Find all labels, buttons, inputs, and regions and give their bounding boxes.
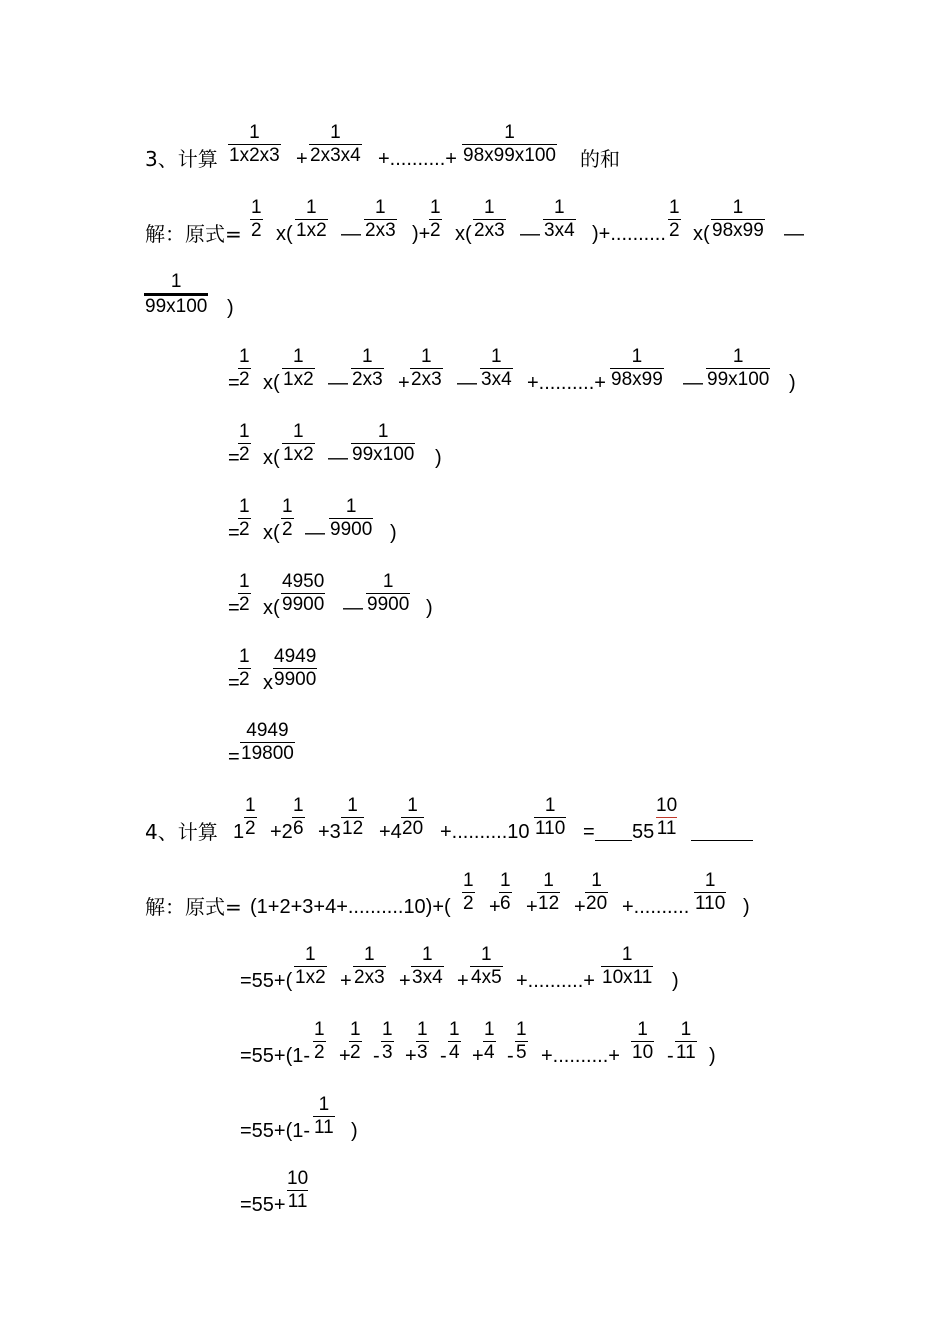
fraction-numerator: 1 (251, 197, 262, 218)
fraction (228, 122, 281, 167)
fraction-numerator: 1 (430, 197, 441, 218)
fraction-numerator: 1 (350, 1019, 361, 1040)
fraction-denominator: 20 (586, 893, 608, 914)
fraction (470, 944, 503, 989)
fraction (499, 870, 512, 915)
math-text: x( (263, 597, 280, 619)
fraction-numerator: 1 (421, 346, 432, 367)
math-text: — (343, 597, 363, 619)
fraction (292, 795, 305, 840)
math-line (0, 1019, 950, 1093)
math-text: +.......... (622, 896, 690, 918)
fraction-denominator: 98x99 (712, 220, 764, 241)
math-line (0, 122, 950, 196)
fraction-numerator: 1 (382, 571, 394, 592)
fraction-numerator: 1 (375, 197, 386, 218)
math-text: — (328, 372, 348, 394)
fraction-numerator: 1 (282, 496, 293, 517)
fraction-numerator: 1 (504, 122, 515, 143)
fraction-denominator: 4x5 (471, 967, 502, 988)
fraction (610, 346, 664, 391)
math-text: — (520, 223, 540, 245)
math-text: = (228, 746, 240, 768)
fraction-numerator: 1 (669, 197, 680, 218)
fraction-numerator: 1 (239, 421, 250, 442)
fraction (534, 795, 566, 840)
fraction-numerator: 1 (484, 1019, 495, 1040)
math-text: x( (263, 447, 280, 469)
fraction (238, 646, 251, 691)
math-line (0, 1168, 950, 1242)
math-line (0, 795, 950, 869)
fraction (448, 1019, 461, 1064)
math-text: )+.......... (592, 223, 666, 245)
math-text: +4 (379, 821, 402, 843)
math-line (0, 421, 950, 495)
fraction (282, 346, 315, 391)
fraction-denominator: 2 (251, 220, 262, 241)
math-text: = (228, 672, 240, 694)
fraction (675, 1019, 697, 1064)
fraction (585, 870, 608, 915)
fraction (480, 346, 513, 391)
math-text: =55+(1- (240, 1045, 311, 1067)
fraction-numerator: 1 (314, 1019, 325, 1040)
fraction (462, 122, 557, 167)
fraction (349, 1019, 362, 1064)
fraction (273, 646, 317, 691)
fraction-numerator: 1 (345, 496, 357, 517)
fraction-numerator: 1 (407, 795, 418, 816)
fraction-denominator: 3x4 (544, 220, 575, 241)
fraction-denominator: 11 (656, 818, 677, 839)
fraction-denominator: 98x99 (611, 369, 663, 390)
fraction-numerator: 1 (364, 944, 375, 965)
math-text: = (228, 372, 240, 394)
fraction (462, 870, 475, 915)
label-text: 3、计算 (145, 147, 218, 171)
fraction-denominator: 12 (538, 893, 560, 914)
math-text: ) (351, 1120, 358, 1142)
fraction-numerator: 1 (631, 346, 643, 367)
math-text: + (574, 896, 586, 918)
math-text: x (263, 672, 273, 694)
fraction-denominator: 9900 (367, 594, 410, 615)
fraction-numerator: 1 (239, 646, 250, 667)
fraction-denominator: 11 (676, 1042, 696, 1063)
fraction-numerator: 1 (239, 571, 250, 592)
math-text: =55+ (240, 1194, 286, 1216)
math-text: = (228, 447, 240, 469)
fraction (429, 197, 442, 242)
label-text: 解：原式= (145, 895, 242, 919)
math-text: + (489, 896, 501, 918)
fraction-numerator: 1 (484, 197, 495, 218)
math-text: ) (743, 896, 750, 918)
fraction (341, 795, 364, 840)
fraction-numerator: 1 (347, 795, 358, 816)
fraction (144, 271, 208, 318)
math-text: 1 (233, 821, 245, 843)
fraction (238, 496, 251, 541)
fraction-denominator: 2 (245, 818, 256, 839)
fraction-numerator: 1 (362, 346, 373, 367)
fraction-numerator: 1 (516, 1019, 527, 1040)
math-text: x( (263, 522, 280, 544)
fraction (281, 496, 294, 541)
math-text: + (405, 1045, 417, 1067)
math-text: — (457, 372, 477, 394)
math-text: + (296, 148, 308, 170)
label-text: 解：原式= (145, 222, 242, 246)
fraction-numerator: 1 (306, 197, 317, 218)
fraction-numerator: 1 (417, 1019, 428, 1040)
math-text: — (683, 372, 703, 394)
fraction-denominator: 2 (350, 1042, 361, 1063)
fraction-denominator: 110 (535, 818, 566, 839)
fraction-numerator: 1 (293, 346, 304, 367)
math-text: = (583, 821, 595, 843)
fraction-denominator: 1x2x3 (229, 145, 280, 166)
math-text: )+ (412, 223, 431, 245)
fraction (631, 1019, 654, 1064)
math-text: (1+2+3+4+..........10)+( (250, 896, 451, 918)
fraction (410, 346, 443, 391)
fraction-denominator: 2 (282, 519, 293, 540)
fraction-numerator: 1 (500, 870, 511, 891)
fraction (601, 944, 653, 989)
math-text: — (328, 447, 348, 469)
math-text: - (373, 1045, 380, 1067)
math-text: x( (693, 223, 710, 245)
math-text: + (457, 970, 469, 992)
fraction (706, 346, 770, 391)
fraction-numerator: 1 (481, 944, 492, 965)
fraction-denominator: 6 (293, 818, 304, 839)
fraction-numerator: 1 (318, 1094, 330, 1115)
fraction-denominator: 9900 (330, 519, 373, 540)
fraction-denominator: 2 (430, 220, 441, 241)
fraction (309, 122, 362, 167)
fraction (351, 346, 384, 391)
fraction-numerator: 1 (293, 421, 304, 442)
fraction-numerator: 1 (170, 271, 182, 292)
fraction-numerator: 10 (287, 1168, 309, 1189)
math-text: = (228, 522, 240, 544)
math-text: +..........+ (516, 970, 595, 992)
fraction-numerator: 1 (305, 944, 316, 965)
fraction-denominator: 1x2 (283, 369, 314, 390)
math-text: +..........+ (527, 372, 606, 394)
fraction-numerator: 1 (732, 346, 744, 367)
label-text: 的和 (580, 147, 620, 171)
math-text: + (472, 1045, 484, 1067)
math-text: = (228, 597, 240, 619)
fraction (364, 197, 397, 242)
math-text: ) (789, 372, 796, 394)
fraction-numerator: 1 (544, 795, 556, 816)
fraction-denominator: 1x2 (296, 220, 327, 241)
fraction (244, 795, 257, 840)
fraction (294, 944, 327, 989)
math-text: ) (672, 970, 679, 992)
fraction-denominator: 99x100 (144, 293, 208, 318)
fraction-denominator: 4 (449, 1042, 460, 1063)
fraction-denominator: 2 (239, 519, 250, 540)
fraction-denominator: 9900 (274, 669, 317, 690)
fraction-denominator: 9900 (282, 594, 325, 615)
fraction-denominator: 20 (402, 818, 424, 839)
fraction (313, 1094, 335, 1139)
math-line (0, 571, 950, 645)
math-text: + (526, 896, 538, 918)
math-text: =55+(1- (240, 1120, 311, 1142)
fraction-numerator: 4950 (282, 571, 325, 592)
math-text: x( (276, 223, 293, 245)
math-text: + (399, 970, 411, 992)
answer-blank-line (595, 840, 632, 841)
fraction-denominator: 2x3 (411, 369, 442, 390)
math-line (0, 197, 950, 271)
math-text: +..........+ (378, 148, 457, 170)
math-text: ) (435, 447, 442, 469)
math-text: ) (426, 597, 433, 619)
fraction-denominator: 98x99x100 (463, 145, 556, 166)
math-text: +..........10 (440, 821, 530, 843)
fraction (401, 795, 424, 840)
fraction (668, 197, 681, 242)
fraction-denominator: 2 (239, 369, 250, 390)
fraction-denominator: 2x3 (365, 220, 396, 241)
fraction (238, 571, 251, 616)
fraction (655, 795, 678, 840)
fraction-numerator: 1 (449, 1019, 460, 1040)
fraction-numerator: 1 (330, 122, 341, 143)
math-text: ) (709, 1045, 716, 1067)
fraction-denominator: 1x2 (283, 444, 314, 465)
fraction-numerator: 1 (239, 496, 250, 517)
fraction-numerator: 1 (704, 870, 716, 891)
math-line (0, 646, 950, 720)
fraction-numerator: 1 (543, 870, 554, 891)
math-text: - (507, 1045, 514, 1067)
fraction-numerator: 10 (656, 795, 678, 816)
fraction-denominator: 2 (239, 594, 250, 615)
math-text: x( (455, 223, 472, 245)
math-text: ) (227, 297, 234, 319)
fraction (543, 197, 576, 242)
fraction (329, 496, 373, 541)
fraction (694, 870, 726, 915)
fraction (313, 1019, 326, 1064)
fraction (353, 944, 386, 989)
fraction-denominator: 2 (463, 893, 474, 914)
fraction-denominator: 3x4 (481, 369, 512, 390)
math-text: +..........+ (541, 1045, 620, 1067)
fraction-numerator: 1 (422, 944, 433, 965)
math-line (0, 346, 950, 420)
fraction (483, 1019, 496, 1064)
fraction (295, 197, 328, 242)
math-text: — (341, 223, 361, 245)
fraction-denominator: 2x3x4 (310, 145, 361, 166)
fraction-denominator: 2 (669, 220, 680, 241)
fraction-denominator: 99x100 (352, 444, 415, 465)
math-line (0, 496, 950, 570)
fraction (381, 1019, 394, 1064)
fraction-denominator: 12 (342, 818, 364, 839)
fraction (281, 571, 325, 616)
fraction-denominator: 2x3 (354, 967, 385, 988)
math-text: - (667, 1045, 674, 1067)
fraction-numerator: 1 (591, 870, 602, 891)
math-text: — (305, 522, 325, 544)
fraction (473, 197, 506, 242)
fraction-denominator: 10x11 (602, 967, 653, 988)
fraction-denominator: 2 (314, 1042, 325, 1063)
math-text: =55+( (240, 970, 293, 992)
math-text: — (784, 223, 804, 245)
math-text: +2 (270, 821, 293, 843)
fraction-numerator: 1 (463, 870, 474, 891)
fraction-numerator: 1 (732, 197, 744, 218)
fraction-numerator: 1 (245, 795, 256, 816)
answer-blank-line (691, 840, 753, 841)
fraction-numerator: 1 (554, 197, 565, 218)
fraction (366, 571, 410, 616)
math-line (0, 720, 950, 794)
fraction (286, 1168, 309, 1213)
math-line (0, 1094, 950, 1168)
math-text: + (340, 970, 352, 992)
fraction-denominator: 11 (314, 1117, 334, 1138)
fraction-numerator: 1 (239, 346, 250, 367)
math-text: + (398, 372, 410, 394)
fraction-numerator: 1 (621, 944, 633, 965)
fraction-denominator: 1x2 (295, 967, 326, 988)
fraction-numerator: 4949 (246, 720, 289, 741)
math-text: - (440, 1045, 447, 1067)
fraction (238, 421, 251, 466)
fraction-denominator: 19800 (241, 743, 294, 764)
fraction-numerator: 1 (293, 795, 304, 816)
math-text: ) (390, 522, 397, 544)
math-text: 55 (632, 821, 655, 843)
fraction-numerator: 4949 (274, 646, 317, 667)
fraction-denominator: 5 (516, 1042, 527, 1063)
fraction-denominator: 2x3 (474, 220, 505, 241)
fraction-denominator: 2 (239, 444, 250, 465)
math-text: + (339, 1045, 351, 1067)
fraction (282, 421, 315, 466)
math-text: x( (263, 372, 280, 394)
fraction-numerator: 1 (249, 122, 260, 143)
fraction-denominator: 99x100 (707, 369, 770, 390)
fraction-denominator: 3 (382, 1042, 393, 1063)
fraction-numerator: 1 (680, 1019, 692, 1040)
fraction (515, 1019, 528, 1064)
fraction (250, 197, 263, 242)
fraction (351, 421, 415, 466)
fraction-numerator: 1 (637, 1019, 648, 1040)
fraction-numerator: 1 (491, 346, 502, 367)
fraction (411, 944, 444, 989)
fraction-denominator: 11 (287, 1191, 308, 1212)
fraction-denominator: 6 (500, 893, 511, 914)
math-line (0, 870, 950, 944)
fraction (238, 346, 251, 391)
fraction (240, 720, 295, 765)
fraction-denominator: 10 (632, 1042, 654, 1063)
fraction-numerator: 1 (382, 1019, 393, 1040)
label-text: 4、计算 (145, 820, 218, 844)
fraction-denominator: 2 (239, 669, 250, 690)
fraction-denominator: 3x4 (412, 967, 443, 988)
math-line (0, 271, 950, 345)
fraction (416, 1019, 429, 1064)
fraction (537, 870, 560, 915)
fraction-denominator: 3 (417, 1042, 428, 1063)
fraction-denominator: 110 (695, 893, 726, 914)
fraction-numerator: 1 (377, 421, 389, 442)
fraction-denominator: 2x3 (352, 369, 383, 390)
fraction-denominator: 4 (484, 1042, 495, 1063)
fraction (711, 197, 765, 242)
math-line (0, 944, 950, 1018)
math-text: +3 (318, 821, 341, 843)
